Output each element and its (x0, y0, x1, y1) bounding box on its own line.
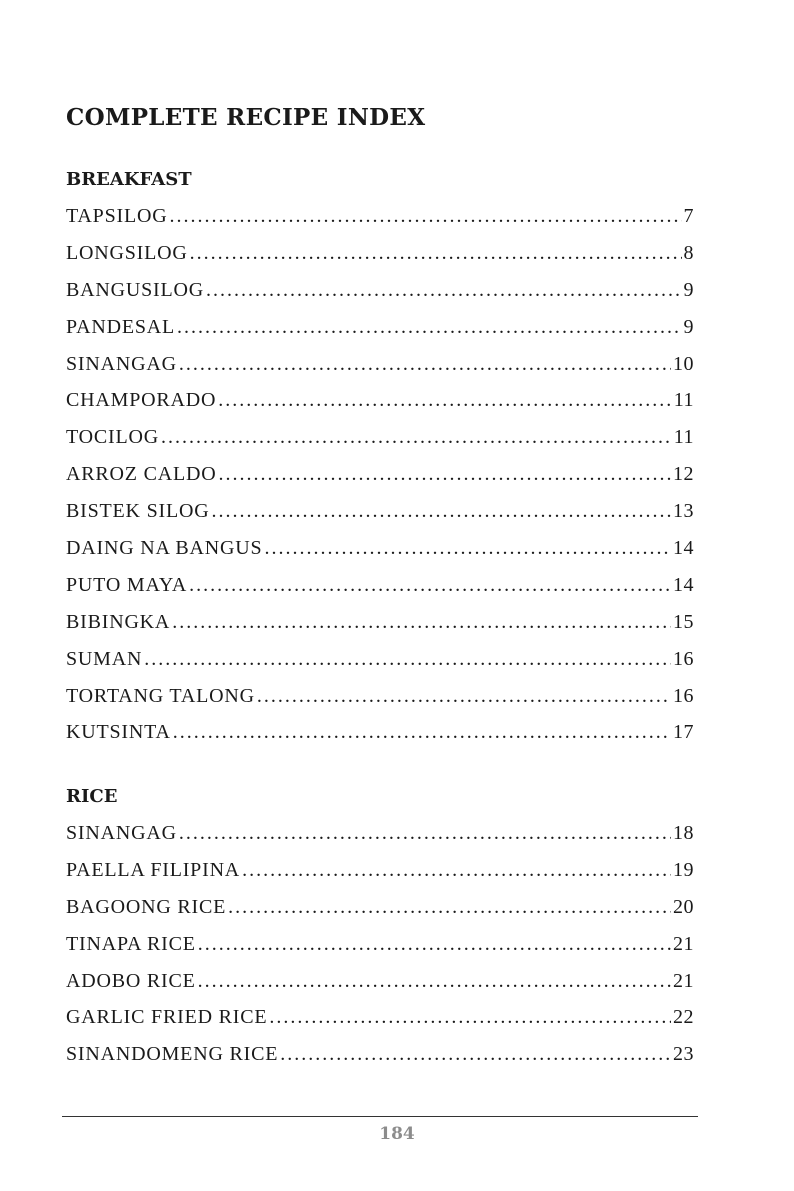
index-entry (66, 574, 694, 611)
entry-title: SINANDOMENG RICE (66, 1043, 279, 1066)
entry-title: SINANGAG (66, 352, 177, 375)
entry-page-number: 14 (673, 537, 694, 560)
dot-leader (189, 574, 671, 597)
entry-title: SINANGAG (66, 822, 177, 844)
entry-page-number: 19 (673, 858, 694, 881)
entry-page-number: 18 (673, 822, 694, 844)
entry-title: DAING NA BANGUS (66, 537, 263, 560)
entry-page-number: 23 (673, 1043, 694, 1066)
index-entry (66, 685, 694, 722)
entry-title: BANGUSILOG (66, 278, 204, 301)
entry-page-number: 11 (673, 389, 694, 412)
dot-leader (198, 970, 671, 993)
entry-page-number: 15 (673, 610, 694, 633)
entry-page-number: 17 (673, 721, 694, 744)
entry-page-number: 9 (683, 278, 694, 301)
entry-page-number: 8 (683, 241, 694, 264)
dot-leader (190, 242, 682, 265)
entry-page-number: 13 (673, 500, 694, 523)
dot-leader (228, 896, 671, 919)
footer-divider (62, 1116, 698, 1117)
breakfast-entry-list (66, 205, 694, 758)
entry-page-number: 7 (683, 205, 694, 227)
index-entry (66, 721, 694, 758)
entry-title: SUMAN (66, 647, 143, 670)
dot-leader (173, 721, 671, 744)
entry-page-number: 21 (673, 969, 694, 992)
entry-title: TINAPA RICE (66, 932, 196, 955)
index-entry (66, 205, 694, 242)
dot-leader (172, 611, 671, 634)
entry-title: TORTANG TALONG (66, 684, 255, 707)
entry-page-number: 20 (673, 895, 694, 918)
index-entry (66, 353, 694, 390)
index-entry (66, 822, 694, 859)
entry-title: TAPSILOG (66, 205, 168, 227)
entry-title: KUTSINTA (66, 721, 171, 744)
entry-page-number: 16 (673, 684, 694, 707)
entry-title: BISTEK SILOG (66, 500, 210, 523)
entry-page-number: 16 (673, 647, 694, 670)
dot-leader (264, 537, 671, 560)
dot-leader (280, 1043, 671, 1066)
entry-page-number: 21 (673, 932, 694, 955)
index-entry (66, 859, 694, 896)
entry-page-number: 12 (673, 463, 694, 486)
entry-page-number: 9 (683, 315, 694, 338)
entry-page-number: 11 (673, 426, 694, 449)
entry-page-number: 22 (673, 1006, 694, 1029)
entry-title: ARROZ CALDO (66, 463, 217, 486)
index-entry (66, 933, 694, 970)
dot-leader (179, 822, 671, 845)
index-entry (66, 426, 694, 463)
dot-leader (161, 426, 672, 449)
dot-leader (198, 933, 671, 956)
dot-leader (177, 316, 681, 339)
index-entry (66, 500, 694, 537)
index-entry (66, 1006, 694, 1043)
index-entry (66, 611, 694, 648)
entry-title: PANDESAL (66, 315, 176, 338)
index-entry (66, 389, 694, 426)
entry-title: GARLIC FRIED RICE (66, 1006, 268, 1029)
index-entry (66, 537, 694, 574)
index-entry (66, 970, 694, 1007)
page-number: 184 (379, 1124, 415, 1144)
entry-title: PAELLA FILIPINA (66, 858, 241, 881)
entry-title: TOCILOG (66, 426, 160, 449)
dot-leader (269, 1006, 671, 1029)
entry-title: ADOBO RICE (66, 969, 196, 992)
dot-leader (218, 389, 671, 412)
entry-title: BIBINGKA (66, 610, 171, 633)
index-entry (66, 316, 694, 353)
index-entry (66, 896, 694, 933)
dot-leader (206, 279, 682, 302)
dot-leader (212, 500, 672, 523)
page-title: COMPLETE RECIPE INDEX (66, 104, 426, 131)
index-entry (66, 242, 694, 279)
section-heading-breakfast: BREAKFAST (66, 169, 192, 190)
index-entry (66, 648, 694, 685)
index-entry (66, 463, 694, 500)
index-entry (66, 279, 694, 316)
dot-leader (169, 205, 681, 228)
entry-title: BAGOONG RICE (66, 895, 227, 918)
dot-leader (218, 463, 671, 486)
dot-leader (179, 353, 671, 376)
entry-title: CHAMPORADO (66, 389, 217, 412)
rice-entry-list (66, 822, 694, 1080)
dot-leader (144, 648, 671, 671)
entry-title: PUTO MAYA (66, 573, 188, 596)
entry-title: LONGSILOG (66, 241, 188, 264)
entry-page-number: 10 (673, 352, 694, 375)
section-heading-rice: RICE (66, 786, 118, 807)
dot-leader (242, 859, 671, 882)
dot-leader (257, 685, 671, 708)
index-entry (66, 1043, 694, 1080)
entry-page-number: 14 (673, 573, 694, 596)
